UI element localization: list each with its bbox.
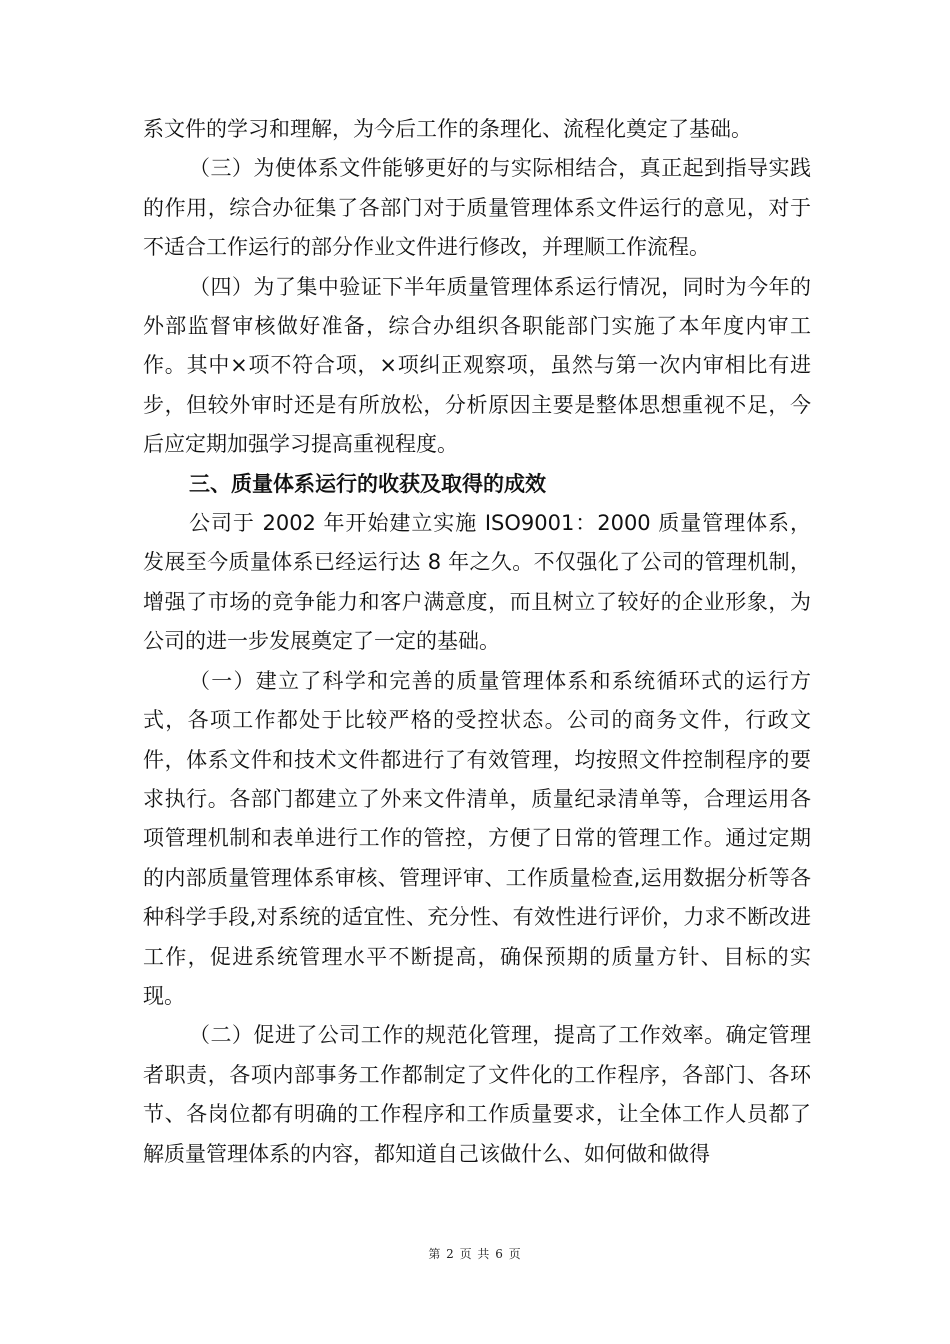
paragraph-item-2: （二）促进了公司工作的规范化管理，提高了工作效率。确定管理者职责，各项内部事务工作都制定了文件化的工作程序，各部门、各环节、各岗位都有明确的工作程序和工作质量要求，让全体工作人员都了解质量管理体系的内容，都知道自己该做什么、如何做和做得 bbox=[143, 1023, 811, 1166]
paragraph-intro: 公司于 2002 年开始建立实施 ISO9001：2000 质量管理体系，发展至今质量体系已经运行达 8 年之久。不仅强化了公司的管理机制，增强了市场的竞争能力和客户满意度，而且树立了较好的企业形象，为公司的进一步发展奠定了一定的基础。 bbox=[143, 511, 811, 654]
section-heading: 三、质量体系运行的收获及取得的成效 bbox=[189, 471, 546, 496]
paragraph-item-1: （一）建立了科学和完善的质量管理体系和系统循环式的运行方式，各项工作都处于比较严格的受控状态。公司的商务文件，行政文件，体系文件和技术文件都进行了有效管理，均按照文件控制程序的要求执行。各部门都建立了外来文件清单，质量纪录清单等，合理运用各项管理机制和表单进行工作的管控，方便了日常的管理工作。通过定期的内部质量管理体系审核、管理评审、工作质量检查,运用数据分析等各种科学手段,对系统的适宜性、充分性、有效性进行评价，力求不断改进工作，促进系统管理水平不断提高，确保预期的质量方针、目标的实现。 bbox=[143, 668, 811, 1008]
paragraph-section-3: （三）为使体系文件能够更好的与实际相结合，真正起到指导实践的作用，综合办征集了各部门对于质量管理体系文件运行的意见，对于不适合工作运行的部分作业文件进行修改，并理顺工作流程。 bbox=[143, 156, 811, 260]
page-footer: 第 2 页 共 6 页 bbox=[428, 1247, 522, 1261]
paragraph-section-4: （四）为了集中验证下半年质量管理体系运行情况，同时为今年的外部监督审核做好准备，综合办组织各职能部门实施了本年度内审工作。其中×项不符合项，×项纠正观察项，虽然与第一次内审相比有进步，但较外审时还是有所放松，分析原因主要是整体思想重视不足，今后应定期加强学习提高重视程度。 bbox=[143, 274, 811, 457]
document-body bbox=[143, 110, 811, 1174]
paragraph-continuation: 系文件的学习和理解，为今后工作的条理化、流程化奠定了基础。 bbox=[143, 117, 752, 141]
